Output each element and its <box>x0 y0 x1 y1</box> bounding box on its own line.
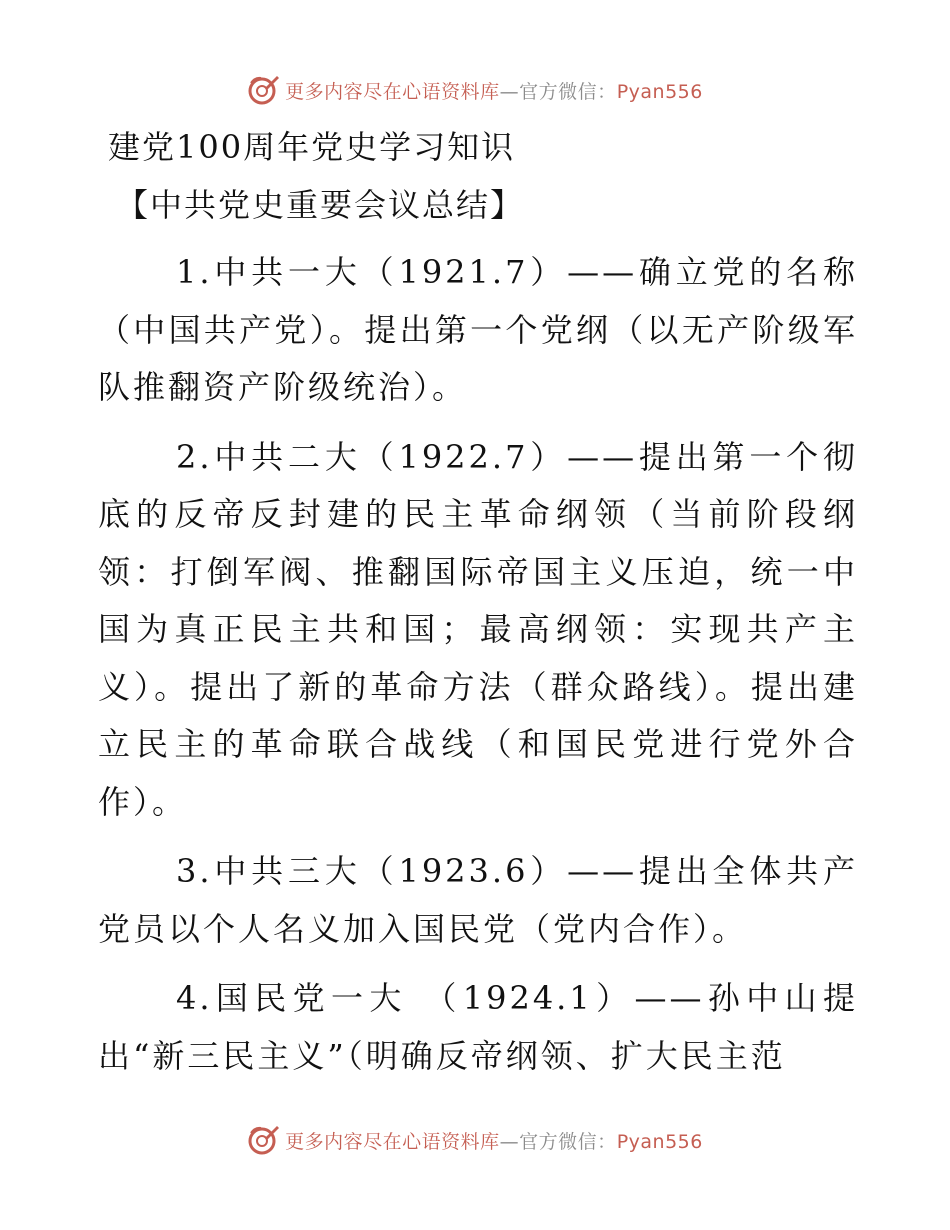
paragraph: 1.中共一大（1921.7）——确立党的名称（中国共产党）。提出第一个党纲（以无产阶级军队推翻资产阶级统治）。 <box>98 253 858 406</box>
paragraph: 4.国民党一大 （1924.1）——孙中山提出“新三民主义”（明确反帝纲领、扩大民主范 <box>98 979 858 1075</box>
document-body <box>98 118 858 1097</box>
section-heading: 【中共党史重要会议总结】 <box>116 186 525 224</box>
watermark-header <box>0 70 950 110</box>
watermark-text: 更多内容尽在心语资料库 <box>285 80 500 103</box>
watermark-label: 官方微信： <box>519 1130 617 1153</box>
watermark-id: Pyan556 <box>616 1130 703 1153</box>
watermark-separator: — <box>499 80 520 103</box>
watermark-label: 官方微信： <box>519 80 617 103</box>
paragraph: 2.中共二大（1922.7）——提出第一个彻底的反帝反封建的民主革命纲领（当前阶段纲领：打倒军阀、推翻国际帝国主义压迫，统一中国为真正民主共和国；最高纲领：实现共产主义）。提出了新的革命方法（群众路线）。提出建立民主的革命联合战线（和国民党进行党外合作）。 <box>98 437 858 821</box>
watermark-footer <box>0 1120 950 1160</box>
watermark-id: Pyan556 <box>616 80 703 103</box>
watermark-text: 更多内容尽在心语资料库 <box>285 1130 500 1153</box>
logo-icon <box>247 73 281 107</box>
logo-icon <box>247 1123 281 1157</box>
document-title: 建党100周年党史学习知识 <box>108 128 516 166</box>
paragraph: 3.中共三大（1923.6）——提出全体共产党员以个人名义加入国民党（党内合作）。 <box>98 852 858 948</box>
watermark-separator: — <box>499 1130 520 1153</box>
